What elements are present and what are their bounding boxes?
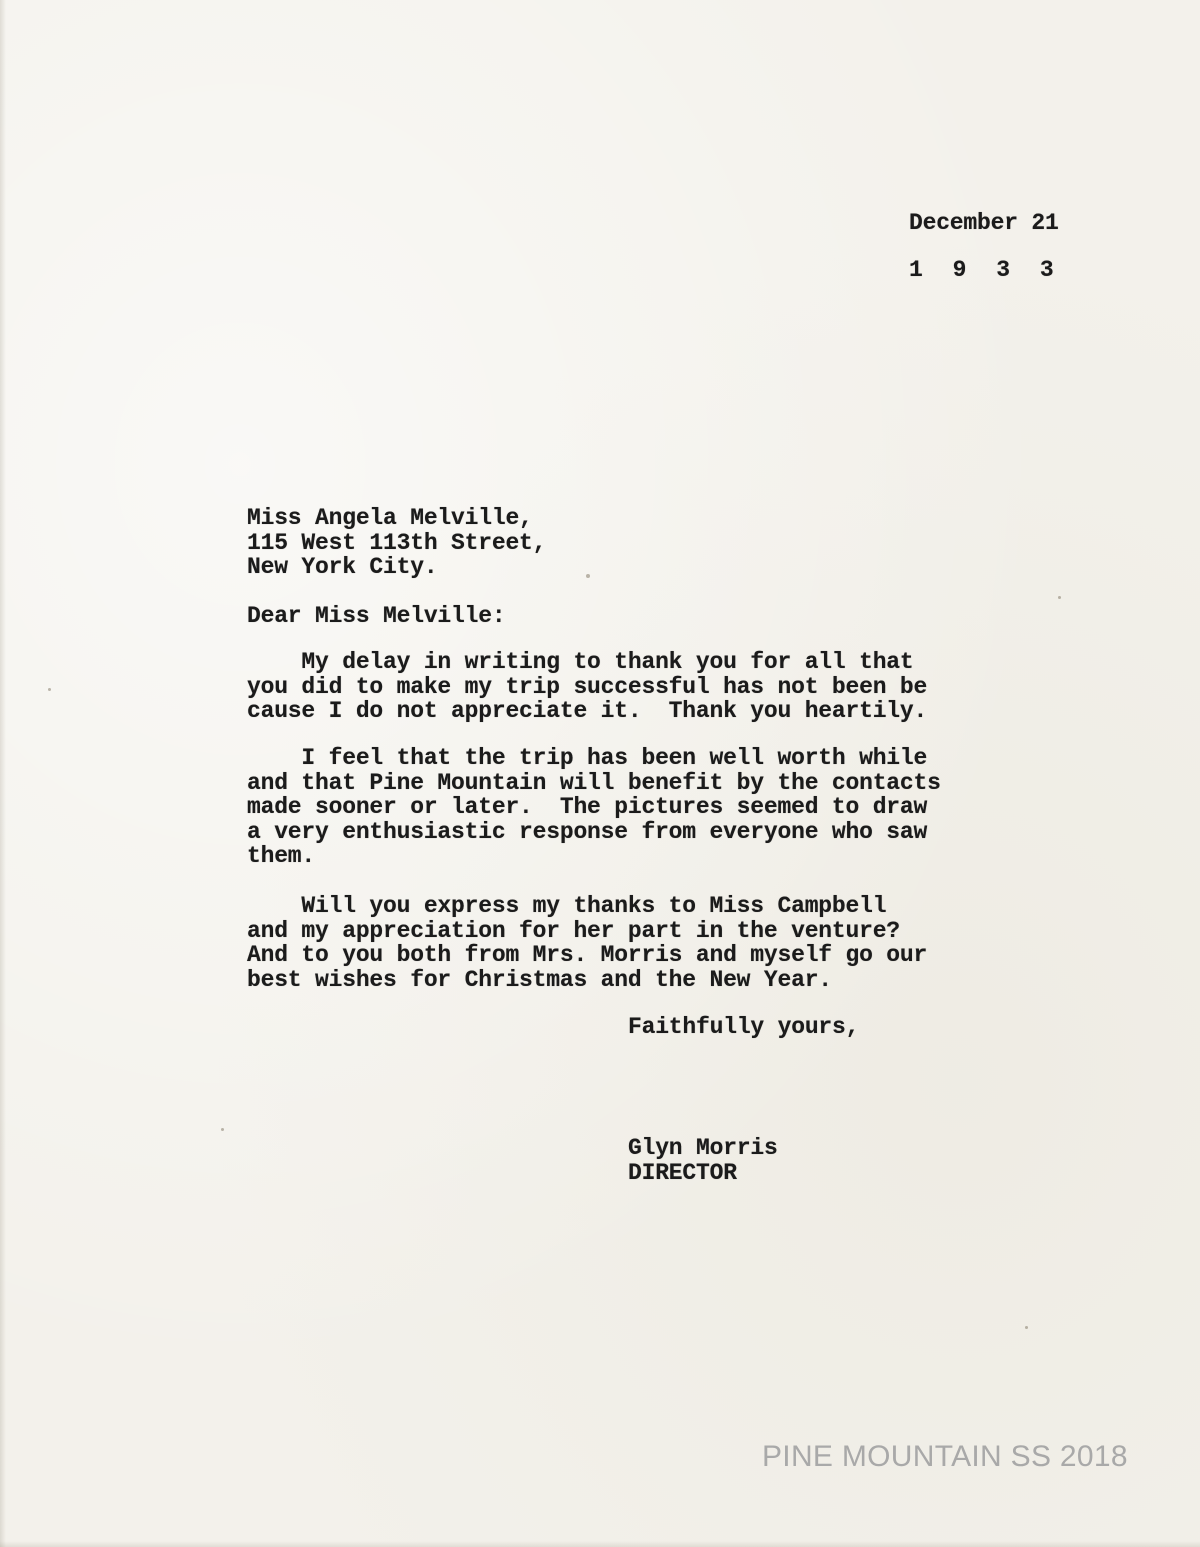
body-line: and that Pine Mountain will benefit by the contacts	[247, 769, 941, 796]
signature-block	[628, 1136, 778, 1185]
body-line: them.	[247, 843, 316, 869]
recipient-address	[247, 506, 546, 580]
body-line: Will you express my thanks to Miss Campbell	[247, 893, 887, 919]
address-line: New York City.	[247, 554, 438, 580]
body-line: made sooner or later. The pictures seemed to draw	[247, 794, 928, 820]
letter-year: 1 9 3 3	[909, 257, 1062, 283]
paper-speck	[221, 1128, 224, 1131]
watermark: PINE MOUNTAIN SS 2018	[762, 1440, 1128, 1473]
body-line: you did to make my trip successful has not been be	[247, 673, 928, 700]
address-line: 115 West 113th Street,	[247, 529, 547, 556]
address-line: Miss Angela Melville,	[247, 505, 533, 531]
signature-name: Glyn Morris	[628, 1135, 778, 1161]
body-line: My delay in writing to thank you for all that	[247, 649, 914, 675]
salutation: Dear Miss Melville:	[247, 603, 506, 629]
paper-edge-shadow	[0, 0, 6, 1547]
body-line: best wishes for Christmas and the New Year.	[247, 966, 832, 993]
paper-speck	[1058, 596, 1061, 599]
body-paragraph	[247, 894, 927, 992]
body-paragraph	[247, 746, 941, 869]
body-line: and my appreciation for her part in the venture?	[247, 917, 900, 944]
signature-title: DIRECTOR	[628, 1159, 737, 1186]
paper-speck	[48, 688, 51, 691]
paper-speck	[1025, 1326, 1028, 1329]
letter-date: December 21	[909, 210, 1059, 236]
body-line: I feel that the trip has been well worth while	[247, 745, 928, 771]
paper-speck	[586, 574, 590, 578]
body-line: cause I do not appreciate it. Thank you heartily.	[247, 698, 928, 724]
body-line: And to you both from Mrs. Morris and myself go our	[247, 942, 928, 968]
paper-bottom-shadow	[0, 1541, 1200, 1547]
body-line: a very enthusiastic response from everyone who saw	[247, 818, 928, 845]
closing: Faithfully yours,	[628, 1014, 860, 1040]
body-paragraph	[247, 650, 927, 724]
